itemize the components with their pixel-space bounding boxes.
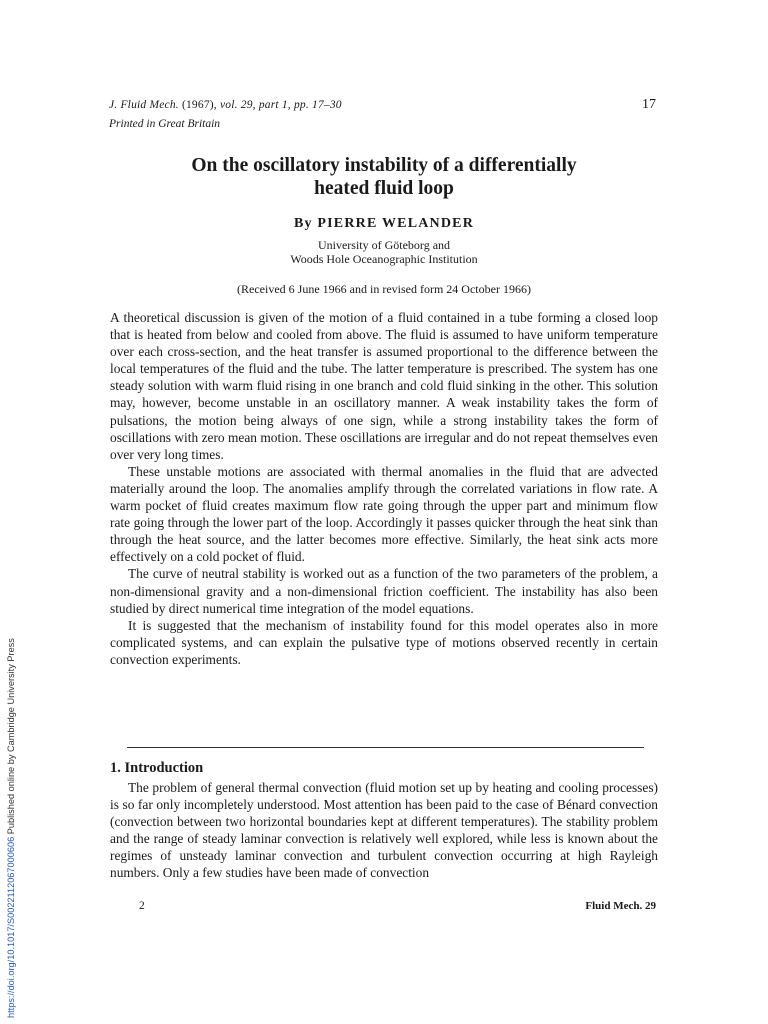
journal-citation bbox=[109, 99, 342, 111]
author: By PIERRE WELANDER bbox=[293, 216, 475, 231]
title-line-2: heated fluid loop bbox=[314, 178, 454, 199]
journal-pages: part 1, pp. 17–30 bbox=[258, 99, 342, 111]
abstract-paragraph: These unstable motions are associated with thermal anomalies in the fluid that are advected materially around the loop. The anomalies amplify through the correlated variations in flow rate. A warm pocket of fluid creates maximum flow rate going through the upper part and minimum flow rate going through the lower part of the loop. Accordingly it passes quicker through the heat sink than through the heat source, and the latter becomes more effective. Similarly, the heat sink acts more effectively on a cold pocket of fluid. bbox=[110, 463, 658, 565]
printed-in: Printed in Great Britain bbox=[109, 118, 221, 130]
title-line-1: On the oscillatory instability of a differentially bbox=[191, 155, 577, 176]
abstract-paragraph: A theoretical discussion is given of the motion of a fluid contained in a tube forming a closed loop that is heated from below and cooled from above. The fluid is assumed to have uniform temperature over each cross-section, and the heat transfer is assumed proportional to the difference between the local temperatures of the fluid and the tube. The latter temperature is prescribed. The system has one steady solution with warm fluid rising in one branch and cold fluid sinking in the other. This solution may, however, become unstable in an oscillatory manner. A weak instability takes the form of pulsations, the motion being always of one sign, while a strong instability takes the form of oscillations with zero mean motion. These oscillations are irregular and do not repeat themselves even over very long times. bbox=[110, 310, 658, 462]
introduction-paragraph: The problem of general thermal convection (fluid motion set up by heating and cooling processes) is so far only incompletely understood. Most attention has been paid to the case of Bénard convection (convection between two horizontal boundaries kept at different temperatures). The stability problem and the range of steady laminar convection is relatively well explored, while less is known about the regimes of unsteady laminar convection and turbulent convection occurring at high Rayleigh numbers. Only a few studies have been made of convection bbox=[110, 780, 658, 881]
abstract-paragraph: It is suggested that the mechanism of instability found for this model operates also in more complicated systems, and can explain the pulsative type of motions observed recently in certain convection experiments. bbox=[110, 617, 658, 667]
doi-side-note bbox=[6, 638, 16, 1018]
affiliation-line-2: Woods Hole Oceanographic Institution bbox=[290, 252, 478, 266]
journal-volume: vol. 29, bbox=[219, 99, 256, 111]
doi-link[interactable]: https://doi.org/10.1017/S0022112067000606 bbox=[6, 836, 16, 1018]
page-number: 17 bbox=[642, 97, 656, 112]
section-divider bbox=[127, 747, 644, 748]
received-date: (Received 6 June 1966 and in revised form 24 October 1966) bbox=[237, 282, 531, 296]
abstract-paragraph: The curve of neutral stability is worked out as a function of the two parameters of the problem, a non-dimensional gravity and a non-dimensional friction coefficient. The instability has also been studied by direct numerical time integration of the model equations. bbox=[110, 566, 658, 616]
publisher-note: Published online by Cambridge University Press bbox=[6, 638, 16, 837]
footer-journal-ref: Fluid Mech. 29 bbox=[585, 900, 656, 912]
journal-name: J. Fluid Mech. bbox=[109, 99, 179, 111]
abstract bbox=[110, 309, 658, 668]
affiliation-line-1: University of Göteborg and bbox=[317, 238, 451, 252]
affiliation bbox=[110, 238, 658, 266]
section-heading-introduction: 1. Introduction bbox=[110, 760, 204, 776]
footer-signature-mark: 2 bbox=[139, 900, 145, 912]
introduction-body bbox=[110, 779, 658, 882]
paper-title bbox=[110, 154, 658, 200]
journal-year: (1967), bbox=[181, 99, 217, 111]
